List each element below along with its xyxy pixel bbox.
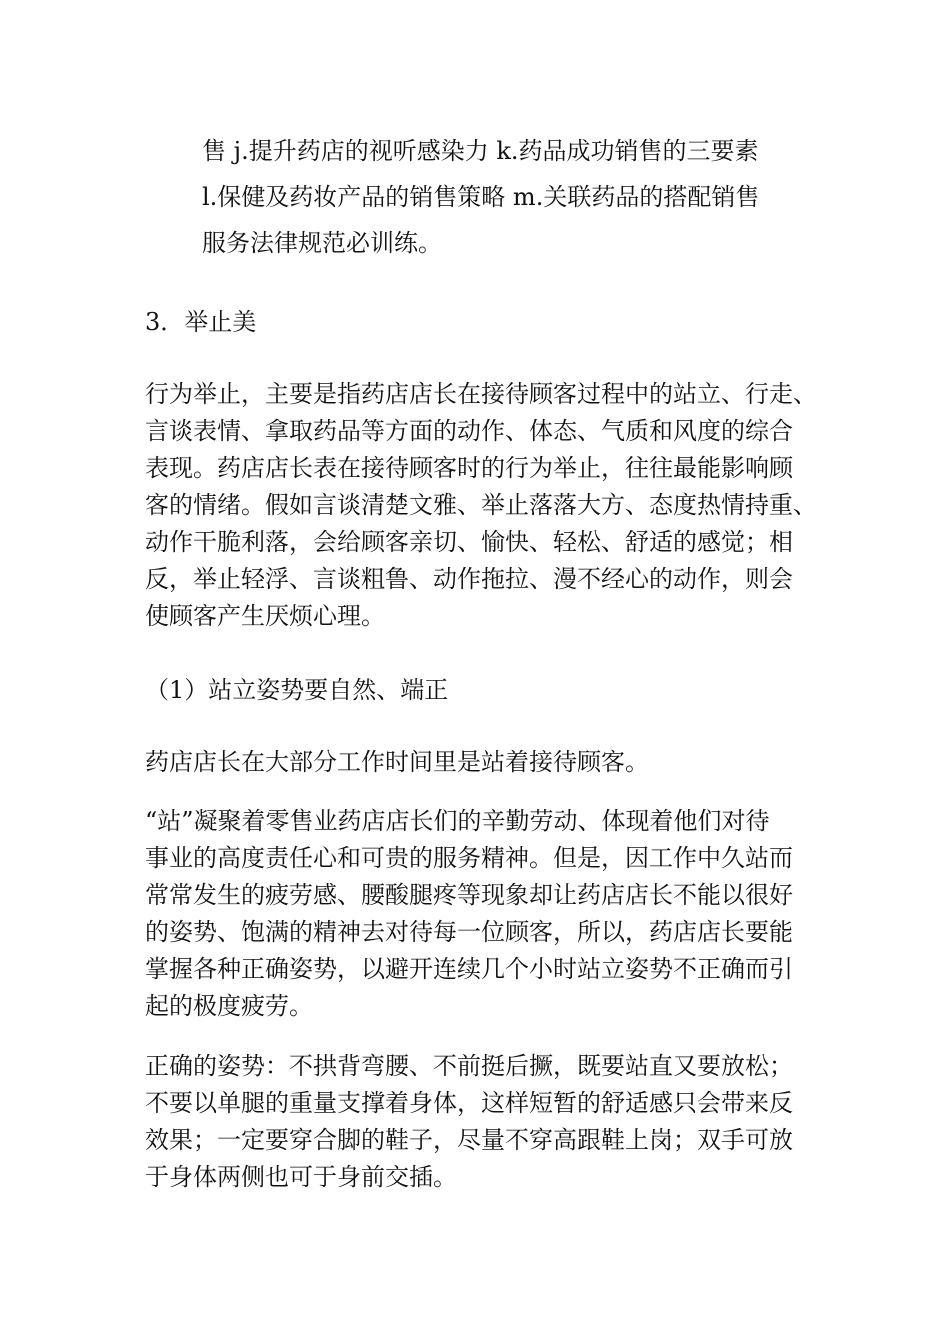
text-line: 起的极度疲劳。 (145, 992, 313, 1020)
subheading: （1）站立姿势要自然、端正 (145, 676, 449, 704)
text-line: 事业的高度责任心和可贵的服务精神。但是，因工作中久站而 (145, 844, 793, 872)
text-line: 反，举止轻浮、言谈粗鲁、动作拖拉、漫不经心的动作，则会 (145, 565, 793, 593)
section-heading: 3．举止美 (145, 308, 257, 336)
text-line: “站”凝聚着零售业药店店长们的辛勤劳动、体现着他们对待 (145, 807, 770, 835)
text-line: 不要以单腿的重量支撑着身体，这样短暂的舒适感只会带来反 (145, 1089, 793, 1117)
text-line: 售 j.提升药店的视听感染力 k.药品成功销售的三要素 (202, 137, 759, 165)
list-continuation (202, 128, 822, 266)
text-line: 于身体两侧也可于身前交插。 (145, 1163, 457, 1191)
text-line: 使顾客产生厌烦心理。 (145, 602, 385, 630)
intro-paragraph (145, 376, 825, 635)
text-line: 言谈表情、拿取药品等方面的动作、体态、气质和风度的综合 (145, 417, 793, 445)
text-line: 掌握各种正确姿势，以避开连续几个小时站立姿势不正确而引 (145, 955, 793, 983)
text-line: 的姿势、饱满的精神去对待每一位顾客，所以，药店店长要能 (145, 918, 793, 946)
effort-paragraph (145, 803, 825, 1025)
text-line: 客的情绪。假如言谈清楚文雅、举止落落大方、态度热情持重、 (145, 491, 817, 519)
text-line: 药店店长在大部分工作时间里是站着接待顾客。 (145, 748, 649, 776)
standing-paragraph (145, 744, 825, 781)
text-line: 正确的姿势：不拱背弯腰、不前挺后撅，既要站直又要放松； (145, 1052, 793, 1080)
text-line: 动作干脆利落，会给顾客亲切、愉快、轻松、舒适的感觉；相 (145, 528, 793, 556)
text-line: 效果；一定要穿合脚的鞋子，尽量不穿高跟鞋上岗；双手可放 (145, 1126, 793, 1154)
text-line: 表现。药店店长表在接待顾客时的行为举止，往往最能影响顾 (145, 454, 793, 482)
posture-paragraph (145, 1048, 825, 1196)
text-line: l.保健及药妆产品的销售策略 m.关联药品的搭配销售 (202, 183, 760, 211)
text-line: 常常发生的疲劳感、腰酸腿疼等现象却让药店店长不能以很好 (145, 881, 793, 909)
text-line: 行为举止，主要是指药店店长在接待顾客过程中的站立、行走、 (145, 380, 817, 408)
text-line: 服务法律规范必训练。 (202, 229, 442, 257)
